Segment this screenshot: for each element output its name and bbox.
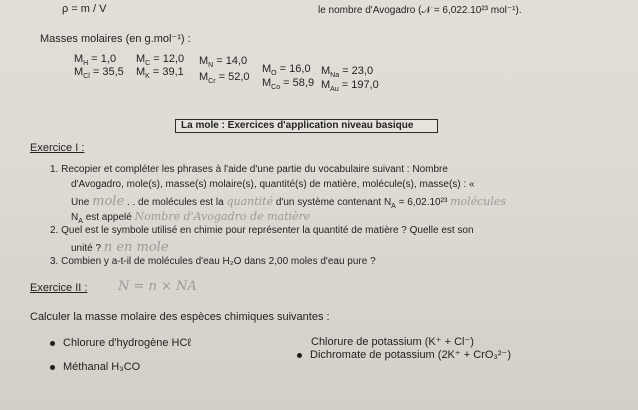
mass-c: $M_C = 12,0$ [136, 53, 185, 68]
q1-line3: Une mole . . de molécules est la quantité d'un système contenant $N_A = 6,02.10^{23}$ molécules [71, 194, 507, 210]
mass-cr: $M_{Cr} = 52,0$ [199, 71, 250, 86]
handwritten-n-en-mole: n en mole [103, 240, 169, 255]
mass-na: $M_{Na} = 23,0$ [321, 65, 374, 80]
avogadro-value: (𝒩 = 6,022.10²³ mol⁻¹). [418, 5, 522, 16]
handwritten-avogadro: Nombre d'Avogadro de matière [134, 210, 311, 223]
bullet-icon [50, 365, 55, 370]
density-formula: ρ = m / V [62, 3, 107, 15]
q1-line1: 1. Recopier et compléter les phrases à l'aide d'une partie du vocabulaire suivant : Nombre [50, 164, 448, 175]
list-item [50, 361, 140, 373]
section-heading: La mole : Exercices d'application niveau basique [175, 119, 438, 133]
q2-line1: 2. Quel est le symbole utilisé en chimie pour représenter la quantité de matière ? Quelle est son [50, 225, 474, 236]
q1-line4: $N_A$ est appelé Nombre d'Avogadro de matière [71, 210, 311, 225]
q1-line3-text-c: d'un système contenant N [275, 197, 392, 208]
q1-line2: d'Avogadro, mole(s), masse(s) molaire(s), quantité(s) de matière, molécule(s), masse(s) : « [71, 179, 475, 190]
item-kcl: Chlorure de potassium (K⁺ + Cl⁻) [311, 336, 474, 348]
bullet-icon [50, 341, 55, 346]
item-hcl: Chlorure d'hydrogène HCℓ [63, 337, 191, 349]
mass-o: $M_O = 16,0$ [262, 63, 311, 78]
item-dichromate: Dichromate de potassium (2K⁺ + CrO₃²⁻) [310, 349, 512, 361]
handwritten-quantite: quantité [226, 195, 274, 208]
handwritten-mole: mole [92, 194, 125, 209]
list-item [297, 348, 511, 361]
mass-h: $M_H = 1,0$ [74, 53, 117, 68]
list-item [311, 335, 474, 348]
mass-n: $M_N = 14,0$ [199, 55, 248, 70]
exercise-2-instruction: Calculer la masse molaire des espèces chimiques suivantes : [30, 311, 330, 323]
bullet-icon [297, 353, 302, 358]
exercise-2-title: Exercice II : [30, 282, 88, 294]
q2-line2 [71, 240, 169, 255]
item-methanal: Méthanal H₃CO [63, 361, 141, 373]
list-item [50, 337, 191, 349]
q1-line4-text-a: N [71, 212, 79, 223]
exercise-1-title: Exercice I : [30, 142, 85, 154]
mass-cl: $M_{Cl} = 35,5$ [74, 66, 124, 81]
mass-k: $M_K = 39,1$ [136, 66, 184, 81]
avogadro-label-text: le nombre d'Avogadro [318, 5, 416, 16]
q1-line4-text-b: est appelé [85, 212, 132, 223]
handwritten-formula: N = n × NA [118, 279, 197, 294]
mass-co: $M_{Co} = 58,9$ [262, 77, 315, 92]
mass-au: $M_{Au} = 197,0$ [321, 79, 379, 94]
q1-line3-text-d: = 6,02.10²³ [398, 197, 448, 208]
handwritten-molecules: molécules [450, 195, 507, 208]
q2-line2-text: unité ? [71, 243, 102, 254]
avogadro-label [318, 5, 522, 16]
q1-line3-text-a: Une [71, 197, 90, 208]
q3: 3. Combien y a-t-il de molécules d'eau H₂O dans 2,00 moles d'eau pure ? [50, 256, 376, 267]
molar-masses-title: Masses molaires (en g.mol⁻¹) : [40, 33, 191, 45]
q1-line3-text-b: . . de molécules est la [126, 197, 224, 208]
